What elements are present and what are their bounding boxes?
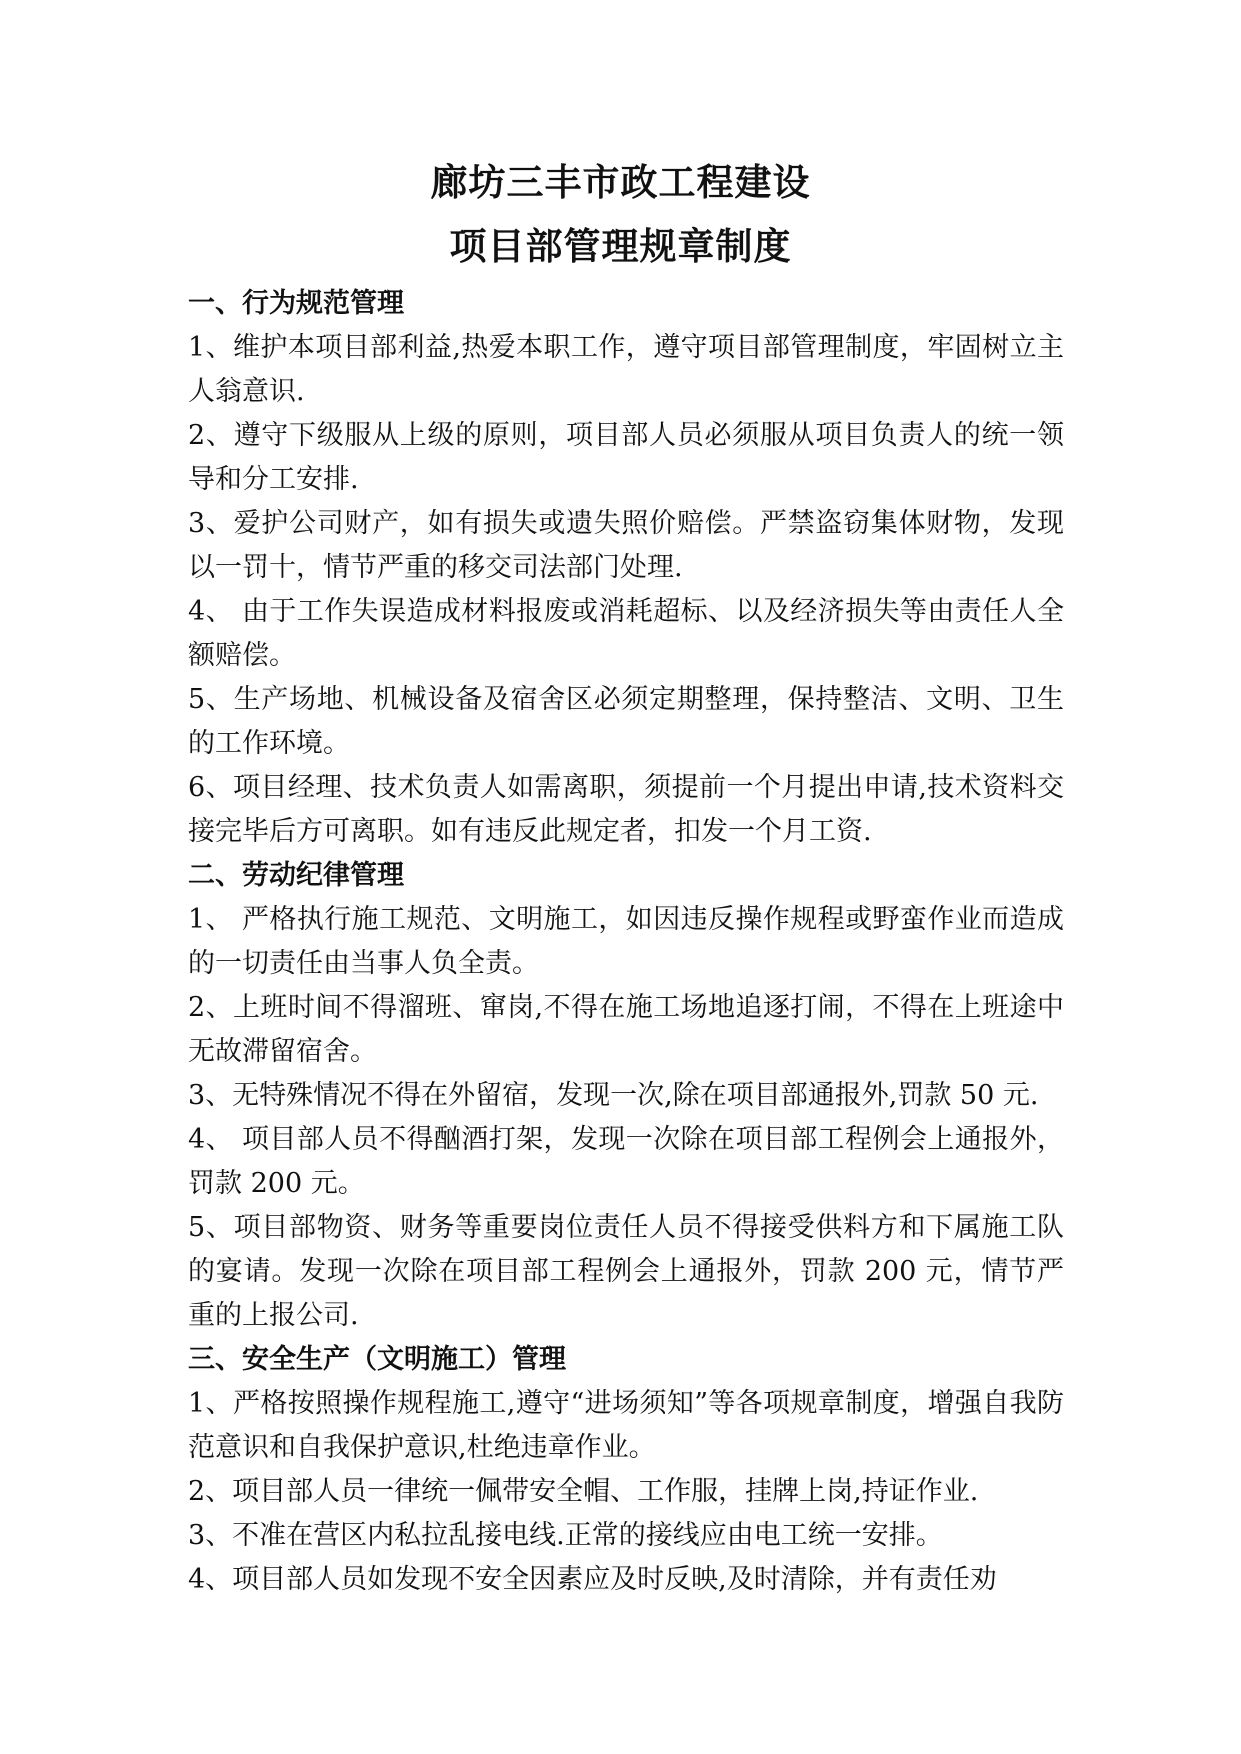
document-body (188, 282, 1064, 1602)
rule-item: 3、无特殊情况不得在外留宿，发现一次,除在项目部通报外,罚款 50 元. (188, 1080, 1039, 1111)
rule-item: 4、 项目部人员不得酗酒打架，发现一次除在项目部工程例会上通报外，罚款 200 元。 (188, 1124, 1064, 1199)
section-safety (188, 1338, 1064, 1602)
rule-item: 6、项目经理、技术负责人如需离职，须提前一个月提出申请,技术资料交接完毕后方可离职。如有违反此规定者，扣发一个月工资. (188, 772, 1064, 847)
section-heading: 三、安全生产（文明施工）管理 (188, 1344, 566, 1375)
rule-item: 5、生产场地、机械设备及宿舍区必须定期整理，保持整洁、文明、卫生的工作环境。 (188, 684, 1064, 759)
rule-item: 1、维护本项目部利益,热爱本职工作，遵守项目部管理制度，牢固树立主人翁意识. (188, 332, 1064, 407)
rule-item: 4、 由于工作失误造成材料报废或消耗超标、以及经济损失等由责任人全额赔偿。 (188, 596, 1064, 671)
rule-item: 3、爱护公司财产，如有损失或遗失照价赔偿。严禁盗窃集体财物，发现以一罚十，情节严重的移交司法部门处理. (188, 508, 1064, 583)
rule-item: 4、项目部人员如发现不安全因素应及时反映,及时清除，并有责任劝 (188, 1564, 997, 1595)
section-heading: 一、行为规范管理 (188, 288, 404, 319)
rule-item: 3、不准在营区内私拉乱接电线.正常的接线应由电工统一安排。 (188, 1520, 943, 1551)
document-title: 廊坊三丰市政工程建设 (430, 160, 811, 204)
rule-item: 1、严格按照操作规程施工,遵守“进场须知”等各项规章制度，增强自我防范意识和自我保护意识,杜绝违章作业。 (188, 1388, 1064, 1463)
rule-item: 2、项目部人员一律统一佩带安全帽、工作服，挂牌上岗,持证作业. (188, 1476, 979, 1507)
rule-item: 2、遵守下级服从上级的原则，项目部人员必须服从项目负责人的统一领导和分工安排. (188, 420, 1064, 495)
rule-item: 1、 严格执行施工规范、文明施工，如因违反操作规程或野蛮作业而造成的一切责任由当事人负全责。 (188, 904, 1064, 979)
title-block (0, 150, 1241, 278)
rule-item: 5、项目部物资、财务等重要岗位责任人员不得接受供料方和下属施工队的宴请。发现一次除在项目部工程例会上通报外，罚款 200 元，情节严重的上报公司. (188, 1212, 1064, 1331)
section-conduct (188, 282, 1064, 854)
section-labor-discipline (188, 854, 1064, 1338)
document-subtitle: 项目部管理规章制度 (449, 224, 792, 268)
section-heading: 二、劳动纪律管理 (188, 860, 404, 891)
rule-item: 2、上班时间不得溜班、窜岗,不得在施工场地追逐打闹，不得在上班途中无故滞留宿舍。 (188, 992, 1064, 1067)
